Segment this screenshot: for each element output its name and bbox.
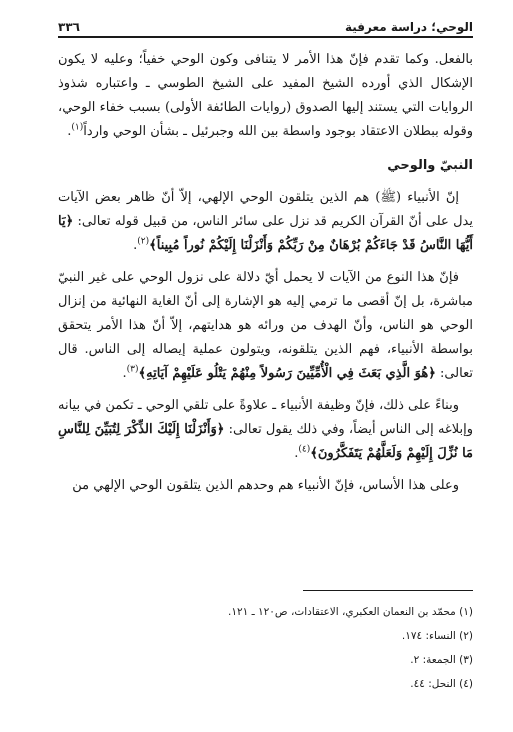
paragraph-5: وعلى هذا الأساس، فإنّ الأنبياء هم وحدهم الذين يتلقون الوحي الإلهي من (72, 478, 459, 493)
page-header (58, 12, 473, 34)
paragraph-3: فإنّ هذا النوع من الآيات لا يحمل أيّ دلالة على نزول الوحي على غير النبيّ مباشرة، بل إنّ أقصى ما ترمي إليه هو الإشارة إلى أنّ الغاية النهائية من إنزال الوحي هو الناس، وأنّ الهدف من ورائه هو هدايتهم، إلاّ أنّ هذا الأمر يتحقق بواسطة الأنبياء، فهم الذين يتلقونه، ويتولون عملية إيصاله إلى الناس. قال تعالى: ﴿هُوَ الَّذِي بَعَثَ فِي الْأُمِّيِّينَ رَسُولاً مِنْهُمْ يَتْلُو عَلَيْهِمْ آيَاتِهِ﴾$^{(٣)}$. (58, 270, 473, 381)
paragraph-2-text: إنّ الأنبياء (ﷺ) هم الذين يتلقون الوحي الإلهي، إلاّ أنّ ظاهر بعض الآيات يدل على أنّ القرآن الكريم قد نزل على سائر الناس، من قبيل قوله تعالى: (58, 190, 474, 229)
paragraph-4-text: وبناءً على ذلك، فإنّ وظيفة الأنبياء ـ علاوةً على تلقي الوحي ـ تكمن في بيانه وإبلاغه إلى الناس أيضاً، وفي ذلك يقول تعالى: (58, 398, 473, 437)
footnote-mark-4: (٤) (298, 444, 311, 455)
paragraph-3-text: فإنّ هذا النوع من الآيات لا يحمل أيّ دلالة على نزول الوحي على غير النبيّ مباشرة، بل إنّ أقصى ما ترمي إليه هو الإشارة إلى أنّ الغاية النهائية من إنزال الوحي هو الناس، وأنّ الهدف من ورائه هو هدايتهم، إلاّ أنّ هذا الأمر يتحقق بواسطة الأنبياء، فهم الذين يتلقونه، ويتولون عملية إيصاله إلى الناس. قال تعالى: (58, 270, 473, 381)
quran-verse-1: ﴿يَا أَيُّهَا النَّاسُ قَدْ جَاءَكُمْ بُرْهَانٌ مِنْ رَبِّكُمْ وَأَنْزَلْنَا إِلَيْكُمْ نُوراً مُبِيناً﴾ (58, 214, 473, 253)
footnote-mark-1: (١) (71, 122, 84, 133)
header-rule (58, 36, 473, 38)
paragraph-4: وبناءً على ذلك، فإنّ وظيفة الأنبياء ـ علاوةً على تلقي الوحي ـ تكمن في بيانه وإبلاغه إلى الناس أيضاً، وفي ذلك يقول تعالى: ﴿وَأَنْزَلْنَا إِلَيْكَ الذِّكْرَ لِتُبَيِّنَ لِلنَّاسِ مَا نُزِّلَ إِلَيْهِمْ وَلَعَلَّهُمْ يَتَفَكَّرُونَ﴾$^{(٤)}$. (58, 398, 473, 461)
footnote-3: (٣) الجمعة: ٢. (410, 654, 473, 666)
footnote-mark-3: (٣) (126, 364, 139, 375)
quran-verse-2: ﴿هُوَ الَّذِي بَعَثَ فِي الْأُمِّيِّينَ رَسُولاً مِنْهُمْ يَتْلُو عَلَيْهِمْ آيَاتِهِ﴾ (138, 366, 436, 381)
main-text (58, 48, 473, 506)
paragraph-2: إنّ الأنبياء (ﷺ) هم الذين يتلقون الوحي الإلهي، إلاّ أنّ ظاهر بعض الآيات يدل على أنّ القرآن الكريم قد نزل على سائر الناس، من قبيل قوله تعالى: ﴿يَا أَيُّهَا النَّاسُ قَدْ جَاءَكُمْ بُرْهَانٌ مِنْ رَبِّكُمْ وَأَنْزَلْنَا إِلَيْكُمْ نُوراً مُبِيناً﴾$^{(٢)}$. (58, 190, 474, 253)
footnote-rule (303, 590, 473, 591)
paragraph-1-text: بالفعل. وكما تقدم فإنّ هذا الأمر لا يتنافى وكون الوحي خفياً؛ وعليه لا يكون الإشكال الذي أورده الشيخ المفيد على الشيخ الطوسي ـ واعتباره شذوذ الروايات التي يستند إليها الصدوق (روايات الطائفة الأولى) بسبب خفاء الوحي، وقوله ببطلان الاعتقاد بوجود واسطة بين الله وجبرئيل ـ بشأن الوحي وارداً (58, 52, 473, 139)
footnotes (58, 600, 473, 696)
running-title: الوحي؛ دراسة معرفية (344, 20, 473, 34)
section-title: النبيّ والوحي (387, 158, 473, 173)
quran-verse-3: ﴿وَأَنْزَلْنَا إِلَيْكَ الذِّكْرَ لِتُبَيِّنَ لِلنَّاسِ مَا نُزِّلَ إِلَيْهِمْ وَلَعَلَّهُمْ يَتَفَكَّرُونَ﴾ (58, 422, 473, 461)
footnote-4: (٤) النحل: ٤٤. (410, 678, 473, 690)
page-number: ٣٣٦ (58, 20, 80, 34)
footnote-1: (١) محمّد بن النعمان العكبري، الاعتقادات، ص١٢٠ ـ ١٢١. (227, 606, 473, 618)
paragraph-1: بالفعل. وكما تقدم فإنّ هذا الأمر لا يتنافى وكون الوحي خفياً؛ وعليه لا يكون الإشكال الذي أورده الشيخ المفيد على الشيخ الطوسي ـ واعتباره شذوذ الروايات التي يستند إليها الصدوق (روايات الطائفة الأولى) بسبب خفاء الوحي، وقوله ببطلان الاعتقاد بوجود واسطة بين الله وجبرئيل ـ بشأن الوحي وارداً$^{(١)}$. (58, 52, 473, 139)
footnote-2: (٢) النساء: ١٧٤. (401, 630, 473, 642)
footnote-mark-2: (٢) (137, 236, 150, 247)
